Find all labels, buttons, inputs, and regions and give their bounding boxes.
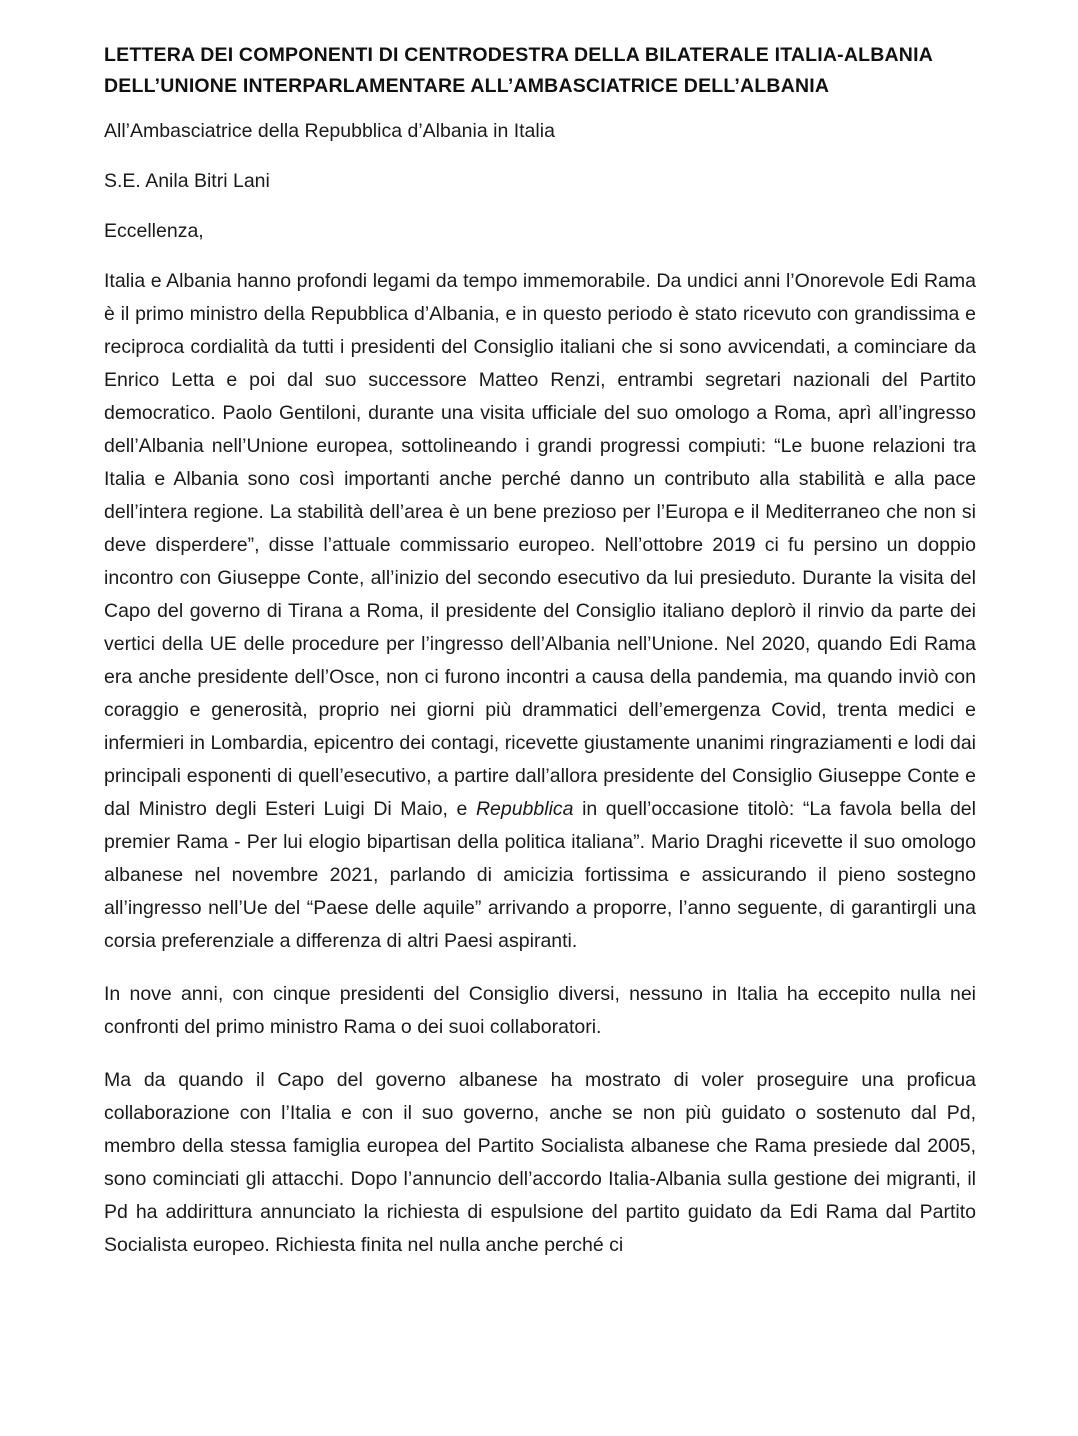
paragraph-2: In nove anni, con cinque presidenti del Consiglio diversi, nessuno in Italia ha eccepito nulla nei confronti del primo ministro Rama o dei suoi collaboratori. (104, 983, 976, 1038)
paragraph-3: Ma da quando il Capo del governo albanese ha mostrato di voler proseguire una proficua collaborazione con l’Italia e con il suo governo, anche se non più guidato o sostenuto dal Pd, membro della stessa famiglia europea del Partito Socialista albanese che Rama presiede dal 2005, sono cominciati gli attacchi. Dopo l’annuncio dell’accordo Italia-Albania sulla gestione dei migranti, il Pd ha addirittura annunciato la richiesta di espulsione del partito guidato da Edi Rama dal Partito Socialista europeo. Richiesta finita nel nulla anche perché ci (104, 1069, 976, 1256)
paragraph-1-part-a: Italia e Albania hanno profondi legami da tempo immemorabile. Da undici anni l’Onorevole Edi Rama è il primo ministro della Repubblica d’Albania, e in questo periodo è stato ricevuto con grandissima e reciproca cordialità da tutti i presidenti del Consiglio italiani che si sono avvicendati, a cominciare da Enrico Letta e poi dal suo successore Matteo Renzi, entrambi segretari nazionali del Partito democratico. Paolo Gentiloni, durante una visita ufficiale del suo omologo a Roma, aprì all’ingresso dell’Albania nell’Unione europea, sottolineando i grandi progressi compiuti: “Le buone relazioni tra Italia e Albania sono così importanti anche perché danno un contributo alla stabilità e alla pace dell’intera regione. La stabilità dell’area è un bene prezioso per l’Europa e il Mediterraneo che non si deve disperdere”, disse l’attuale commissario europeo. Nell’ottobre 2019 ci fu persino un doppio incontro con Giuseppe Conte, all’inizio del secondo esecutivo da lui presieduto. Durante la visita del Capo del governo di Tirana a Roma, il presidente del Consiglio italiano deplorò il rinvio da parte dei vertici della UE delle procedure per l’ingresso dell’Albania nell’Unione. Nel 2020, quando Edi Rama era anche presidente dell’Osce, non ci furono incontri a causa della pandemia, ma quando inviò con coraggio e generosità, proprio nei giorni più drammatici dell’emergenza Covid, trenta medici e infermieri in Lombardia, epicentro dei contagi, ricevette giustamente unanimi ringraziamenti e lodi dai principali esponenti di quell’esecutivo, a partire dall’allora presidente del Consiglio Giuseppe Conte e dal Ministro degli Esteri Luigi Di Maio, e (104, 270, 976, 820)
letter-page (104, 40, 976, 1282)
letter-title (104, 40, 976, 102)
title-line-2: DELL’UNIONE INTERPARLAMENTARE ALL’AMBASCIATRICE DELL’ALBANIA (104, 75, 830, 97)
paragraph-1-part-b: in quell’occasione titolò: “La favola bella del premier Rama - Per lui elogio bipartisan della politica italiana”. Mario Draghi ricevette il suo omologo albanese nel novembre 2021, parlando di amicizia fortissima e assicurando il pieno sostegno all’ingresso nell’Ue del “Paese delle aquile” arrivando a proporre, l’anno seguente, di garantirgli una corsia preferenziale a differenza di altri Paesi aspiranti. (104, 798, 976, 952)
recipient-name: S.E. Anila Bitri Lani (104, 170, 270, 192)
paragraph-1 (104, 265, 976, 958)
addressee: All’Ambasciatrice della Repubblica d’Albania in Italia (104, 120, 555, 142)
newspaper-name: Repubblica (475, 798, 574, 820)
salutation: Eccellenza, (104, 220, 204, 242)
title-line-1: LETTERA DEI COMPONENTI DI CENTRODESTRA DELLA BILATERALE ITALIA-ALBANIA (104, 44, 933, 66)
